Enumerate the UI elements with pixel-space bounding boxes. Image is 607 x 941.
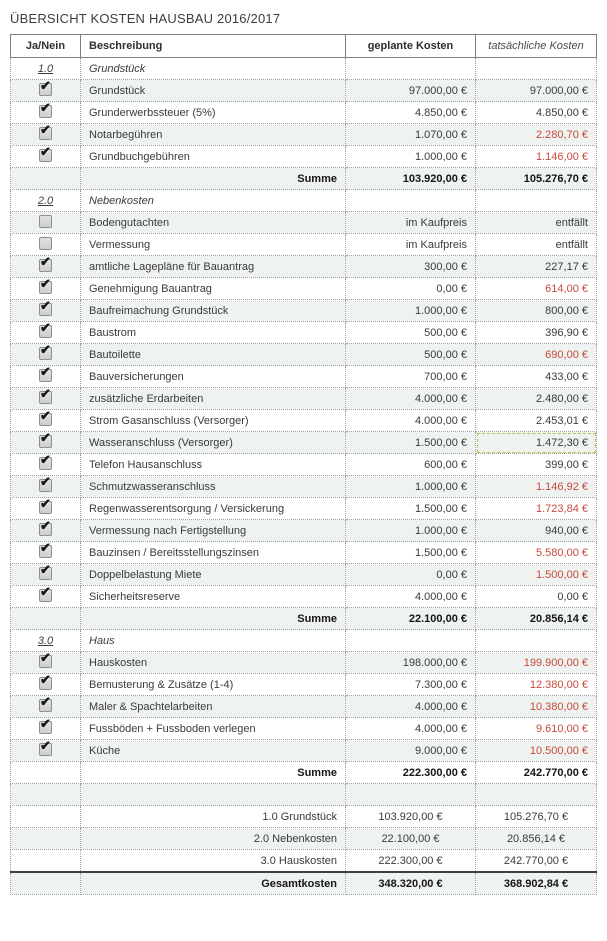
cell-ja-nein[interactable] [11, 872, 81, 895]
cell-tatsaechliche-kosten[interactable]: 396,90 € [476, 322, 597, 344]
table-row-item [11, 498, 597, 520]
table-row-item [11, 718, 597, 740]
cell-beschreibung[interactable]: Wasseranschluss (Versorger) [81, 432, 346, 454]
cell-beschreibung[interactable]: Strom Gasanschluss (Versorger) [81, 410, 346, 432]
cell-tatsaechliche-kosten[interactable]: 105.276,70 € [476, 806, 597, 828]
cell-geplante-kosten[interactable]: im Kaufpreis [346, 234, 476, 256]
cell-geplante-kosten[interactable]: 1.500,00 € [346, 498, 476, 520]
cell-ja-nein[interactable] [11, 256, 81, 278]
cell-ja-nein[interactable] [11, 542, 81, 564]
cell-tatsaechliche-kosten[interactable]: 0,00 € [476, 586, 597, 608]
cell-tatsaechliche-kosten[interactable]: 2.453,01 € [476, 410, 597, 432]
checkbox-checked-icon[interactable] [39, 347, 52, 360]
cell-ja-nein[interactable] [11, 718, 81, 740]
cell-geplante-kosten[interactable]: 4.000,00 € [346, 586, 476, 608]
cell-beschreibung[interactable]: Doppelbelastung Miete [81, 564, 346, 586]
col-header-ja-nein[interactable]: Ja/Nein [11, 35, 81, 58]
cell-geplante-kosten[interactable]: 700,00 € [346, 366, 476, 388]
cell-beschreibung[interactable]: amtliche Lagepläne für Bauantrag [81, 256, 346, 278]
cell-ja-nein[interactable] [11, 498, 81, 520]
table-header-row [11, 35, 597, 58]
cell-ja-nein[interactable] [11, 322, 81, 344]
cell-beschreibung[interactable]: Haus [81, 630, 346, 652]
checkbox-checked-icon[interactable] [39, 721, 52, 734]
cell-beschreibung[interactable]: Notarbegühren [81, 124, 346, 146]
cell-geplante-kosten[interactable] [346, 190, 476, 212]
cell-beschreibung[interactable]: Gesamtkosten [81, 872, 346, 895]
cell-tatsaechliche-kosten[interactable]: 690,00 € [476, 344, 597, 366]
cell-beschreibung[interactable]: Grundstück [81, 58, 346, 80]
checkbox-checked-icon[interactable] [39, 589, 52, 602]
cell-tatsaechliche-kosten[interactable] [476, 190, 597, 212]
cell-beschreibung[interactable]: Vermessung nach Fertigstellung [81, 520, 346, 542]
cell-beschreibung[interactable]: Grunderwerbssteuer (5%) [81, 102, 346, 124]
cell-geplante-kosten[interactable]: 1.500,00 € [346, 542, 476, 564]
cell-ja-nein[interactable] [11, 190, 81, 212]
cell-beschreibung[interactable]: Sicherheitsreserve [81, 586, 346, 608]
cell-tatsaechliche-kosten[interactable]: 97.000,00 € [476, 80, 597, 102]
cell-beschreibung[interactable]: Regenwasserentsorgung / Versickerung [81, 498, 346, 520]
cell-beschreibung[interactable]: zusätzliche Erdarbeiten [81, 388, 346, 410]
cell-beschreibung[interactable]: 2.0 Nebenkosten [81, 828, 346, 850]
cell-beschreibung[interactable]: Küche [81, 740, 346, 762]
cell-ja-nein[interactable] [11, 278, 81, 300]
cell-ja-nein[interactable] [11, 366, 81, 388]
table-row-item [11, 454, 597, 476]
cell-tatsaechliche-kosten[interactable]: 1.500,00 € [476, 564, 597, 586]
cell-tatsaechliche-kosten[interactable]: 4.850,00 € [476, 102, 597, 124]
checkbox-checked-icon[interactable] [39, 127, 52, 140]
cell-tatsaechliche-kosten[interactable]: 12.380,00 € [476, 674, 597, 696]
cell-geplante-kosten[interactable]: 1.000,00 € [346, 146, 476, 168]
cell-beschreibung[interactable]: Summe [81, 762, 346, 784]
cell-geplante-kosten[interactable] [346, 784, 476, 806]
checkbox-checked-icon[interactable] [39, 303, 52, 316]
cell-geplante-kosten[interactable]: 600,00 € [346, 454, 476, 476]
cell-tatsaechliche-kosten[interactable]: 242.770,00 € [476, 762, 597, 784]
cell-geplante-kosten[interactable]: 103.920,00 € [346, 806, 476, 828]
cell-geplante-kosten[interactable]: 222.300,00 € [346, 850, 476, 873]
cell-tatsaechliche-kosten[interactable]: 199.900,00 € [476, 652, 597, 674]
table-row-item [11, 124, 597, 146]
cell-beschreibung[interactable]: Grundstück [81, 80, 346, 102]
cell-tatsaechliche-kosten[interactable]: 2.480,00 € [476, 388, 597, 410]
cell-tatsaechliche-kosten[interactable]: 614,00 € [476, 278, 597, 300]
cell-tatsaechliche-kosten[interactable]: 10.380,00 € [476, 696, 597, 718]
cell-ja-nein[interactable] [11, 124, 81, 146]
cell-ja-nein[interactable] [11, 520, 81, 542]
cell-tatsaechliche-kosten[interactable]: 1.146,92 € [476, 476, 597, 498]
cell-beschreibung[interactable]: Bauversicherungen [81, 366, 346, 388]
cell-tatsaechliche-kosten[interactable] [476, 784, 597, 806]
cell-geplante-kosten[interactable]: 4.000,00 € [346, 388, 476, 410]
cell-ja-nein[interactable] [11, 740, 81, 762]
cell-beschreibung[interactable] [81, 784, 346, 806]
cell-geplante-kosten[interactable]: 0,00 € [346, 278, 476, 300]
cell-ja-nein[interactable] [11, 146, 81, 168]
table-row-item [11, 278, 597, 300]
cell-ja-nein[interactable] [11, 454, 81, 476]
cell-tatsaechliche-kosten[interactable]: 433,00 € [476, 366, 597, 388]
cell-beschreibung[interactable]: Telefon Hausanschluss [81, 454, 346, 476]
checkbox-checked-icon[interactable] [39, 655, 52, 668]
table-row-item [11, 410, 597, 432]
cell-tatsaechliche-kosten[interactable]: 2.280,70 € [476, 124, 597, 146]
section-number: 2.0 [37, 194, 54, 207]
cell-tatsaechliche-kosten[interactable]: 1.723,84 € [476, 498, 597, 520]
cell-beschreibung[interactable]: Nebenkosten [81, 190, 346, 212]
cell-tatsaechliche-kosten[interactable]: 10.500,00 € [476, 740, 597, 762]
cell-ja-nein[interactable] [11, 388, 81, 410]
checkbox-checked-icon[interactable] [39, 743, 52, 756]
checkbox-checked-icon[interactable] [39, 413, 52, 426]
table-row-item [11, 586, 597, 608]
cell-geplante-kosten[interactable]: 22.100,00 € [346, 608, 476, 630]
cell-beschreibung[interactable]: Vermessung [81, 234, 346, 256]
cell-geplante-kosten[interactable] [346, 630, 476, 652]
cell-ja-nein[interactable] [11, 476, 81, 498]
cell-tatsaechliche-kosten[interactable] [476, 58, 597, 80]
table-row-empty [11, 784, 597, 806]
cell-beschreibung[interactable]: Grundbuchgebühren [81, 146, 346, 168]
cell-ja-nein[interactable] [11, 344, 81, 366]
cell-tatsaechliche-kosten[interactable]: 242.770,00 € [476, 850, 597, 873]
cell-tatsaechliche-kosten[interactable]: 368.902,84 € [476, 872, 597, 895]
cell-tatsaechliche-kosten[interactable]: 399,00 € [476, 454, 597, 476]
cell-ja-nein[interactable] [11, 762, 81, 784]
table-row-item [11, 102, 597, 124]
cell-tatsaechliche-kosten[interactable]: 227,17 € [476, 256, 597, 278]
cell-tatsaechliche-kosten-selected[interactable]: 1.472,30 € [476, 432, 597, 454]
checkbox-unchecked-icon[interactable] [39, 215, 52, 228]
table-row-item [11, 542, 597, 564]
cell-ja-nein[interactable] [11, 212, 81, 234]
table-row-item [11, 674, 597, 696]
checkbox-checked-icon[interactable] [39, 149, 52, 162]
checkbox-checked-icon[interactable] [39, 677, 52, 690]
cell-beschreibung[interactable]: Schmutzwasseranschluss [81, 476, 346, 498]
cell-tatsaechliche-kosten[interactable] [476, 630, 597, 652]
cell-geplante-kosten[interactable]: 103.920,00 € [346, 168, 476, 190]
checkbox-checked-icon[interactable] [39, 281, 52, 294]
checkbox-checked-icon[interactable] [39, 501, 52, 514]
table-row-item [11, 212, 597, 234]
cell-geplante-kosten[interactable]: 500,00 € [346, 344, 476, 366]
cell-geplante-kosten[interactable]: 0,00 € [346, 564, 476, 586]
cell-tatsaechliche-kosten[interactable]: entfällt [476, 234, 597, 256]
cell-geplante-kosten[interactable]: 4.850,00 € [346, 102, 476, 124]
table-row-item [11, 432, 597, 454]
cell-beschreibung[interactable]: Bauzinsen / Bereitsstellungszinsen [81, 542, 346, 564]
cell-ja-nein[interactable] [11, 80, 81, 102]
table-row-summary [11, 850, 597, 873]
cell-beschreibung[interactable]: Maler & Spachtelarbeiten [81, 696, 346, 718]
cell-geplante-kosten[interactable]: 222.300,00 € [346, 762, 476, 784]
cell-geplante-kosten[interactable]: 198.000,00 € [346, 652, 476, 674]
cost-overview-table [10, 34, 597, 895]
cell-ja-nein[interactable] [11, 410, 81, 432]
cell-geplante-kosten[interactable]: 500,00 € [346, 322, 476, 344]
table-row-item [11, 366, 597, 388]
cell-tatsaechliche-kosten[interactable]: 1.146,00 € [476, 146, 597, 168]
cell-ja-nein[interactable] [11, 300, 81, 322]
cell-ja-nein[interactable] [11, 608, 81, 630]
checkbox-checked-icon[interactable] [39, 457, 52, 470]
cell-beschreibung[interactable]: Fussböden + Fussboden verlegen [81, 718, 346, 740]
table-row-item [11, 388, 597, 410]
cell-ja-nein[interactable] [11, 828, 81, 850]
table-row-summary [11, 828, 597, 850]
cell-geplante-kosten[interactable]: 7.300,00 € [346, 674, 476, 696]
table-row-item [11, 146, 597, 168]
cell-tatsaechliche-kosten[interactable]: 800,00 € [476, 300, 597, 322]
table-row-item [11, 344, 597, 366]
cell-ja-nein[interactable] [11, 696, 81, 718]
cell-beschreibung[interactable]: Baufreimachung Grundstück [81, 300, 346, 322]
cell-geplante-kosten[interactable]: 348.320,00 € [346, 872, 476, 895]
cell-ja-nein[interactable] [11, 630, 81, 652]
cell-tatsaechliche-kosten[interactable]: 5.580,00 € [476, 542, 597, 564]
cell-tatsaechliche-kosten[interactable]: 9.610,00 € [476, 718, 597, 740]
cell-ja-nein[interactable] [11, 674, 81, 696]
table-row-summary [11, 806, 597, 828]
cell-beschreibung[interactable]: Bautoilette [81, 344, 346, 366]
cell-ja-nein[interactable] [11, 850, 81, 873]
cell-ja-nein[interactable] [11, 58, 81, 80]
table-row-section [11, 190, 597, 212]
table-row-section [11, 630, 597, 652]
table-row-item [11, 300, 597, 322]
section-number: 1.0 [37, 62, 54, 75]
cell-geplante-kosten[interactable]: im Kaufpreis [346, 212, 476, 234]
checkbox-checked-icon[interactable] [39, 391, 52, 404]
section-number: 3.0 [37, 634, 54, 647]
checkbox-checked-icon[interactable] [39, 105, 52, 118]
checkbox-checked-icon[interactable] [39, 83, 52, 96]
cell-beschreibung[interactable]: 3.0 Hauskosten [81, 850, 346, 873]
cell-tatsaechliche-kosten[interactable]: 940,00 € [476, 520, 597, 542]
table-row-item [11, 234, 597, 256]
checkbox-unchecked-icon[interactable] [39, 237, 52, 250]
table-row-item [11, 696, 597, 718]
cell-ja-nein[interactable] [11, 564, 81, 586]
page-title: ÜBERSICHT KOSTEN HAUSBAU 2016/2017 [10, 11, 281, 26]
cell-geplante-kosten[interactable]: 4.000,00 € [346, 718, 476, 740]
cell-tatsaechliche-kosten[interactable]: 20.856,14 € [476, 828, 597, 850]
checkbox-checked-icon[interactable] [39, 325, 52, 338]
checkbox-checked-icon[interactable] [39, 435, 52, 448]
cell-beschreibung[interactable]: Baustrom [81, 322, 346, 344]
table-row-item [11, 520, 597, 542]
cell-geplante-kosten[interactable]: 1.000,00 € [346, 520, 476, 542]
cell-beschreibung[interactable]: Summe [81, 608, 346, 630]
cell-beschreibung[interactable]: 1.0 Grundstück [81, 806, 346, 828]
table-row-item [11, 256, 597, 278]
checkbox-checked-icon[interactable] [39, 699, 52, 712]
cell-beschreibung[interactable]: Hauskosten [81, 652, 346, 674]
table-row-section [11, 58, 597, 80]
col-header-beschreibung[interactable]: Beschreibung [81, 35, 346, 58]
checkbox-checked-icon[interactable] [39, 259, 52, 272]
cell-beschreibung[interactable]: Genehmigung Bauantrag [81, 278, 346, 300]
table-row-item [11, 652, 597, 674]
table-body [11, 58, 597, 895]
cell-geplante-kosten[interactable]: 1.070,00 € [346, 124, 476, 146]
table-row-sum [11, 608, 597, 630]
cell-geplante-kosten[interactable]: 1.000,00 € [346, 300, 476, 322]
cell-ja-nein[interactable] [11, 234, 81, 256]
cell-geplante-kosten[interactable]: 1.000,00 € [346, 476, 476, 498]
cell-geplante-kosten[interactable]: 97.000,00 € [346, 80, 476, 102]
checkbox-checked-icon[interactable] [39, 479, 52, 492]
checkbox-checked-icon[interactable] [39, 523, 52, 536]
checkbox-checked-icon[interactable] [39, 545, 52, 558]
table-row-sum [11, 168, 597, 190]
cell-geplante-kosten[interactable]: 4.000,00 € [346, 696, 476, 718]
cell-tatsaechliche-kosten[interactable]: entfällt [476, 212, 597, 234]
cell-geplante-kosten[interactable] [346, 58, 476, 80]
table-row-item [11, 322, 597, 344]
cell-ja-nein[interactable] [11, 102, 81, 124]
checkbox-checked-icon[interactable] [39, 369, 52, 382]
cell-geplante-kosten[interactable]: 22.100,00 € [346, 828, 476, 850]
cell-geplante-kosten[interactable]: 9.000,00 € [346, 740, 476, 762]
cell-geplante-kosten[interactable]: 4.000,00 € [346, 410, 476, 432]
col-header-geplante-kosten[interactable]: geplante Kosten [346, 35, 476, 58]
cell-beschreibung[interactable]: Bemusterung & Zusätze (1-4) [81, 674, 346, 696]
table-row-total [11, 872, 597, 895]
cell-tatsaechliche-kosten[interactable]: 105.276,70 € [476, 168, 597, 190]
cell-ja-nein[interactable] [11, 432, 81, 454]
cell-ja-nein[interactable] [11, 586, 81, 608]
cell-geplante-kosten[interactable]: 1.500,00 € [346, 432, 476, 454]
cell-ja-nein[interactable] [11, 652, 81, 674]
cell-geplante-kosten[interactable]: 300,00 € [346, 256, 476, 278]
table-row-item [11, 740, 597, 762]
table-row-item [11, 476, 597, 498]
cell-tatsaechliche-kosten[interactable]: 20.856,14 € [476, 608, 597, 630]
cell-beschreibung[interactable]: Bodengutachten [81, 212, 346, 234]
checkbox-checked-icon[interactable] [39, 567, 52, 580]
table-row-item [11, 80, 597, 102]
cell-beschreibung[interactable]: Summe [81, 168, 346, 190]
col-header-tatsaechliche-kosten[interactable]: tatsächliche Kosten [476, 35, 597, 58]
table-row-sum [11, 762, 597, 784]
cell-ja-nein[interactable] [11, 168, 81, 190]
table-row-item [11, 564, 597, 586]
cell-ja-nein[interactable] [11, 784, 81, 806]
cell-ja-nein[interactable] [11, 806, 81, 828]
